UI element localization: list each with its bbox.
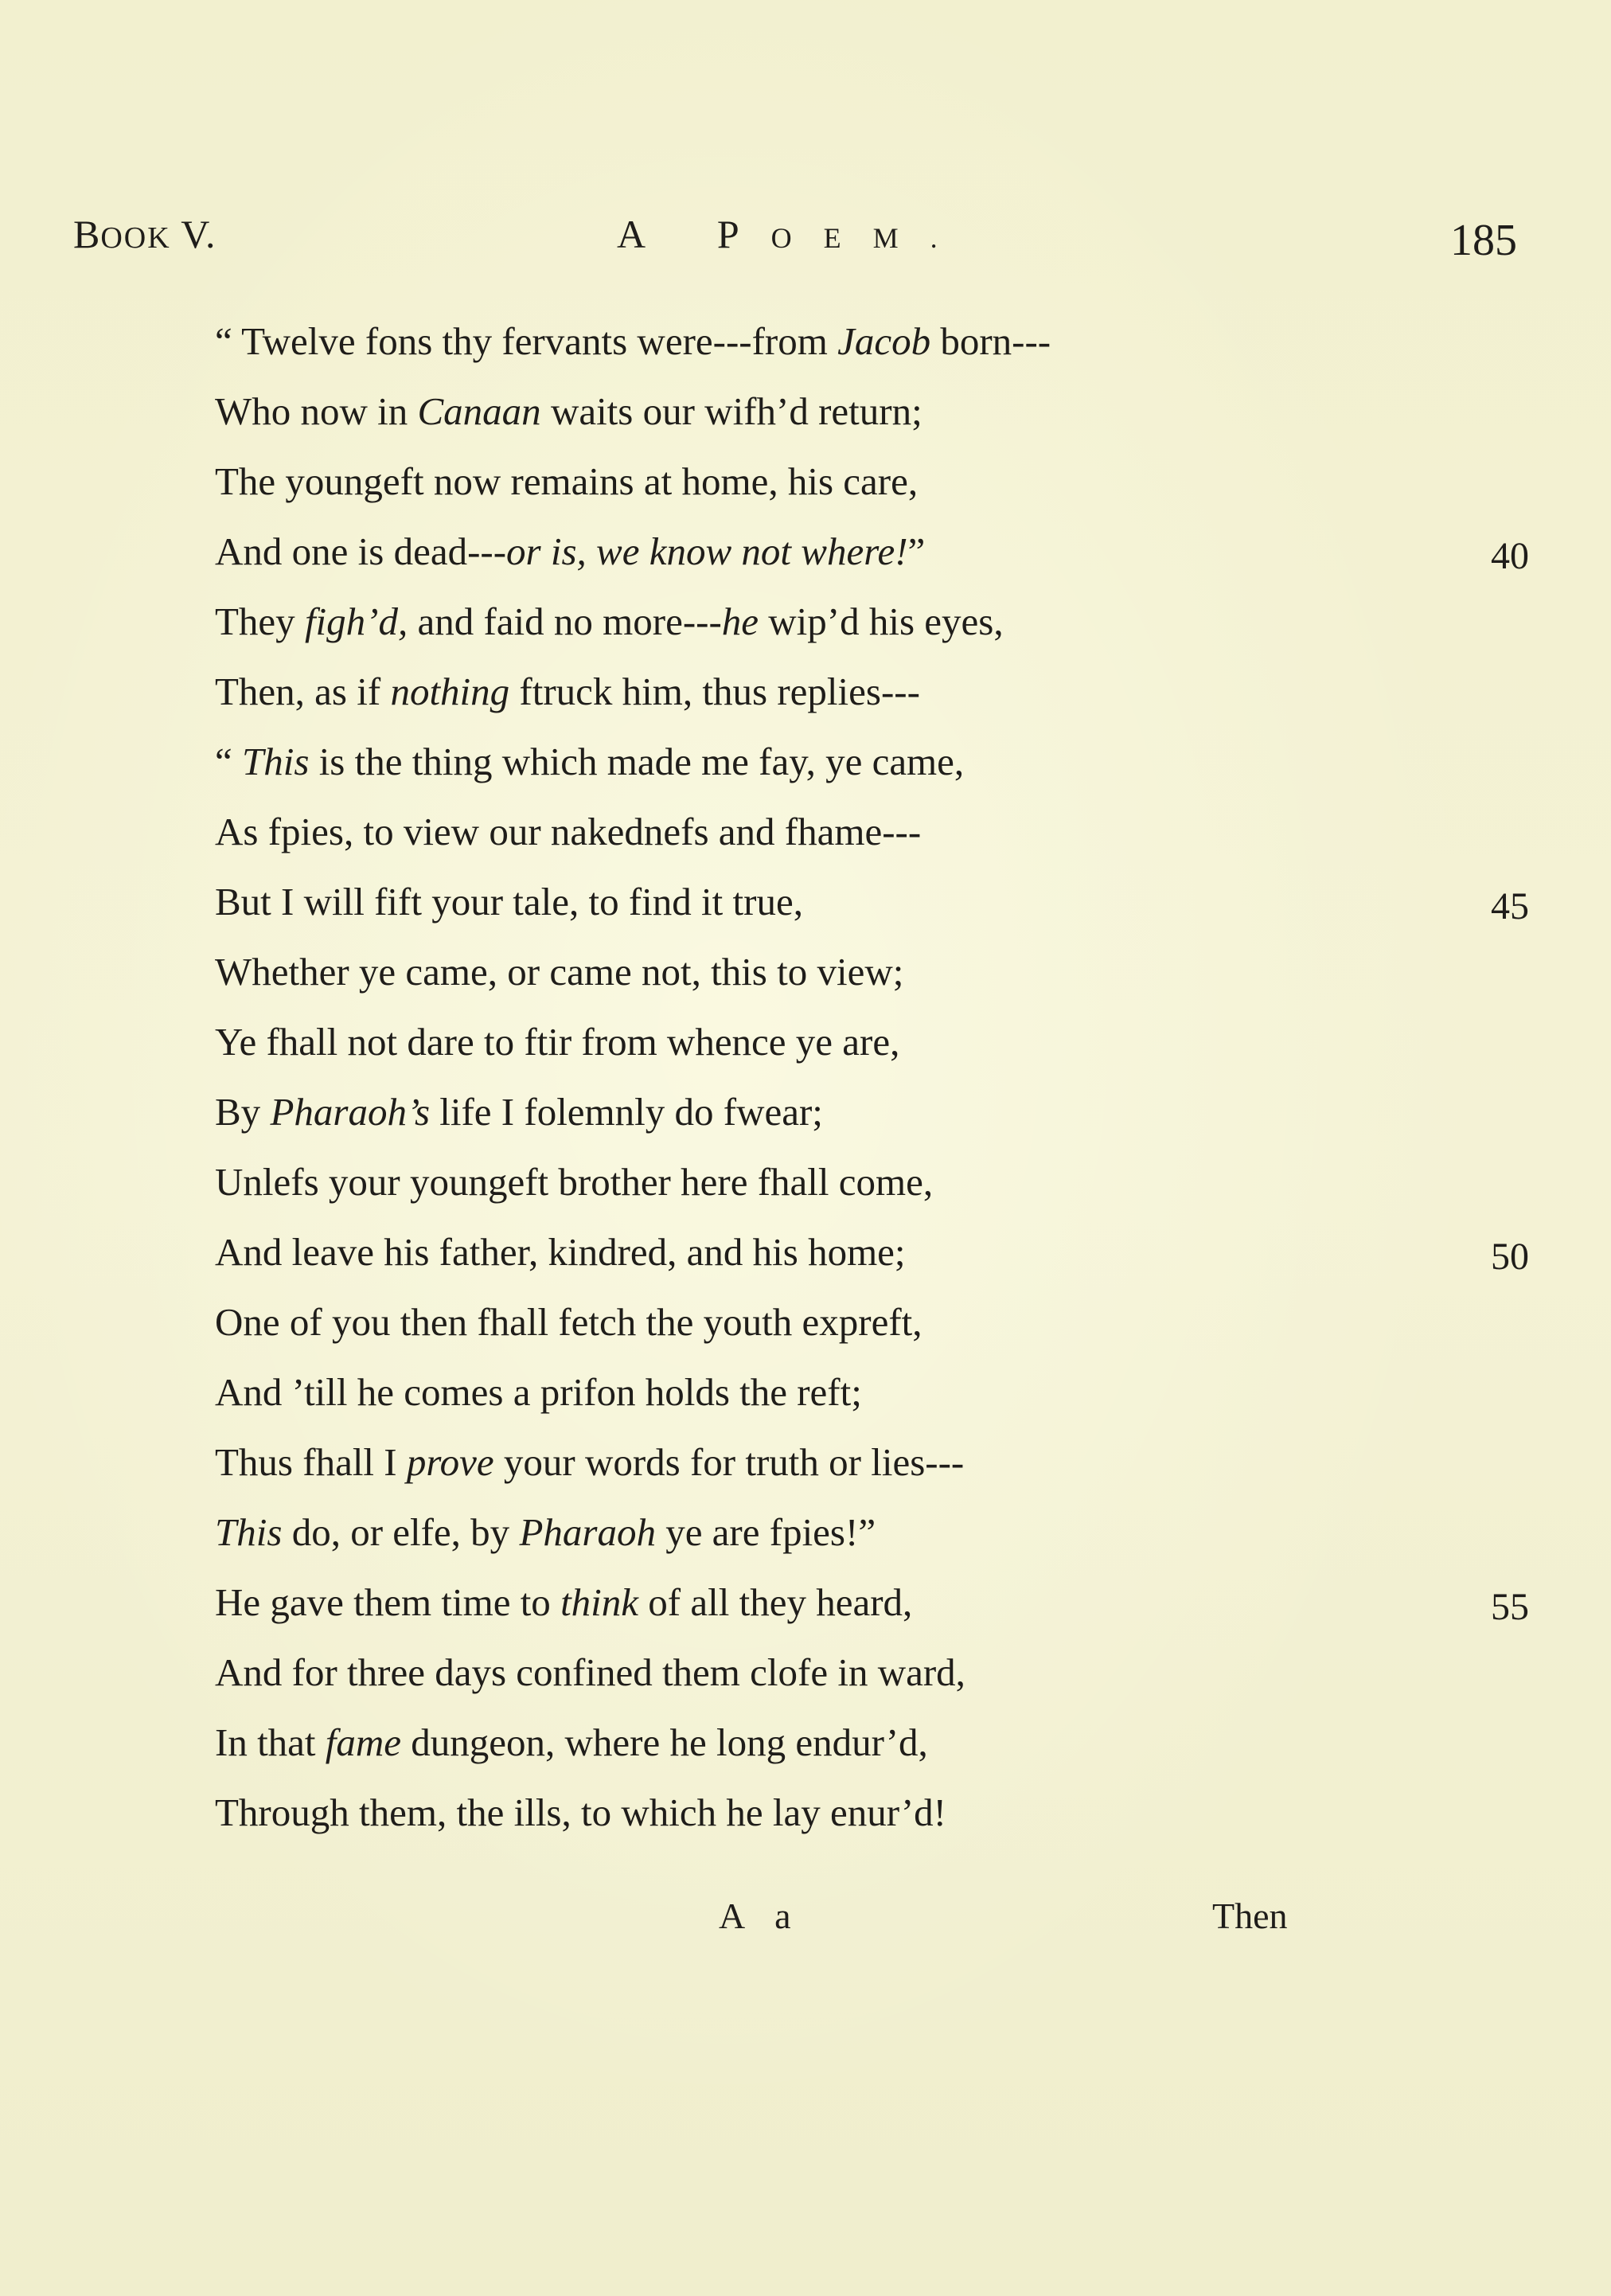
book-label-smallcaps: OOK bbox=[100, 221, 171, 255]
poem-line bbox=[215, 1427, 964, 1497]
poem-line-text: and faid no more--- bbox=[408, 599, 722, 643]
poem-line-italic: nothing bbox=[390, 670, 510, 713]
poem-line-text: “ Twelve fons thy fervants were---from bbox=[215, 319, 838, 363]
poem-line-text: Then, as if bbox=[215, 670, 391, 713]
poem-line bbox=[215, 1007, 899, 1077]
poem-line-italic: Pharaoh bbox=[519, 1510, 656, 1554]
poem-line-text: Through them, the ills, to which he lay enur’d! bbox=[215, 1790, 946, 1834]
poem-line-text: And one is dead--- bbox=[215, 529, 507, 573]
poem-line bbox=[215, 1568, 912, 1638]
poem-line-text: And for three days confined them clofe in ward, bbox=[215, 1650, 965, 1694]
poem-line-text: One of you then fhall fetch the youth expreft, bbox=[215, 1300, 923, 1344]
poem-line bbox=[215, 937, 903, 1007]
poem-line-text: The youngeft now remains at home, his care, bbox=[215, 459, 919, 503]
running-title-smallcaps: OEM. bbox=[770, 222, 969, 254]
poem-line bbox=[215, 1638, 965, 1708]
signature-mark: A a bbox=[719, 1896, 802, 1936]
poem-line bbox=[215, 657, 920, 727]
poem-line-text: And ’till he comes a prifon holds the reft; bbox=[215, 1370, 862, 1414]
poem-line bbox=[215, 517, 925, 587]
poem-line bbox=[215, 1287, 923, 1357]
poem-line bbox=[215, 307, 1051, 377]
poem-line-text: In that bbox=[215, 1720, 326, 1764]
poem-line-text: waits our wifh’d return; bbox=[540, 389, 923, 433]
poem-line-italic: he bbox=[721, 599, 759, 643]
poem-line-text: And leave his father, kindred, and his home; bbox=[215, 1230, 906, 1274]
line-number: 55 bbox=[1491, 1586, 1529, 1628]
running-header bbox=[0, 211, 1611, 275]
poem-line-text: Whether ye came, or came not, this to view; bbox=[215, 950, 904, 994]
poem-line-text: dungeon, where he long endur’d, bbox=[401, 1720, 928, 1764]
poem-line-italic: think bbox=[560, 1580, 639, 1624]
line-number: 40 bbox=[1491, 535, 1529, 577]
poem-line-italic: fame bbox=[325, 1720, 402, 1764]
poem-line bbox=[215, 447, 918, 517]
poem-line-italic: figh’d, bbox=[304, 599, 408, 643]
poem-line-text: of all they heard, bbox=[638, 1580, 913, 1624]
poem-line-italic: Pharaoh’s bbox=[270, 1090, 431, 1134]
poem-line-text: “ bbox=[215, 740, 242, 783]
poem-line-text: Thus fhall I bbox=[215, 1440, 407, 1484]
poem-line-text: He gave them time to bbox=[215, 1580, 561, 1624]
running-title-initial: A bbox=[617, 212, 676, 256]
poem-line bbox=[215, 867, 803, 937]
page-number: 185 bbox=[1450, 216, 1517, 265]
poem-line bbox=[215, 587, 1004, 657]
poem-line-text: By bbox=[215, 1090, 271, 1134]
poem-line-text: ftruck him, thus replies--- bbox=[509, 670, 920, 713]
book-label-number: V. bbox=[170, 212, 216, 256]
poem-line bbox=[215, 377, 923, 447]
poem-line-text: Unlefs your youngeft brother here fhall come, bbox=[215, 1160, 934, 1204]
poem-line-text: ” bbox=[907, 529, 926, 573]
book-label-initial: B bbox=[73, 212, 101, 256]
poem-line bbox=[215, 1708, 928, 1778]
book-label bbox=[73, 211, 216, 257]
poem-line bbox=[215, 1077, 823, 1147]
running-title-p: P bbox=[716, 212, 771, 256]
poem-line-italic: prove bbox=[406, 1440, 494, 1484]
poem-line-text: is the thing which made me fay, ye came, bbox=[309, 740, 965, 783]
line-number: 50 bbox=[1491, 1236, 1529, 1278]
poem-line-italic: This bbox=[215, 1510, 283, 1554]
poem-line-text: do, or elfe, by bbox=[282, 1510, 520, 1554]
running-title bbox=[617, 211, 969, 257]
poem-line-text: As fpies, to view our nakednefs and fhame--- bbox=[215, 810, 922, 853]
poem-line-italic: This bbox=[242, 740, 310, 783]
poem-line-italic: or is, we know not where! bbox=[506, 529, 908, 573]
poem-line-text: life I folemnly do fwear; bbox=[430, 1090, 823, 1134]
catchword: Then bbox=[1212, 1896, 1288, 1936]
poem-line bbox=[215, 1778, 946, 1848]
line-number: 45 bbox=[1491, 885, 1529, 927]
poem-line-text: born--- bbox=[930, 319, 1051, 363]
poem-line bbox=[215, 797, 921, 867]
poem-line bbox=[215, 727, 964, 797]
poem-line-text: Who now in bbox=[215, 389, 418, 433]
poem-line bbox=[215, 1147, 933, 1217]
poem-line-text: Ye fhall not dare to ftir from whence ye are, bbox=[215, 1020, 900, 1064]
poem-line-italic: Jacob bbox=[837, 319, 931, 363]
poem-line bbox=[215, 1497, 876, 1568]
poem-line bbox=[215, 1217, 906, 1287]
poem-line-text: ye are fpies!” bbox=[655, 1510, 876, 1554]
poem-line-text: They bbox=[215, 599, 305, 643]
poem-line-text: your words for truth or lies--- bbox=[493, 1440, 965, 1484]
poem-line-text: wip’d his eyes, bbox=[759, 599, 1004, 643]
poem-line-italic: Canaan bbox=[417, 389, 541, 433]
poem-line-text: But I will fift your tale, to find it true, bbox=[215, 880, 803, 923]
poem-line bbox=[215, 1357, 862, 1427]
